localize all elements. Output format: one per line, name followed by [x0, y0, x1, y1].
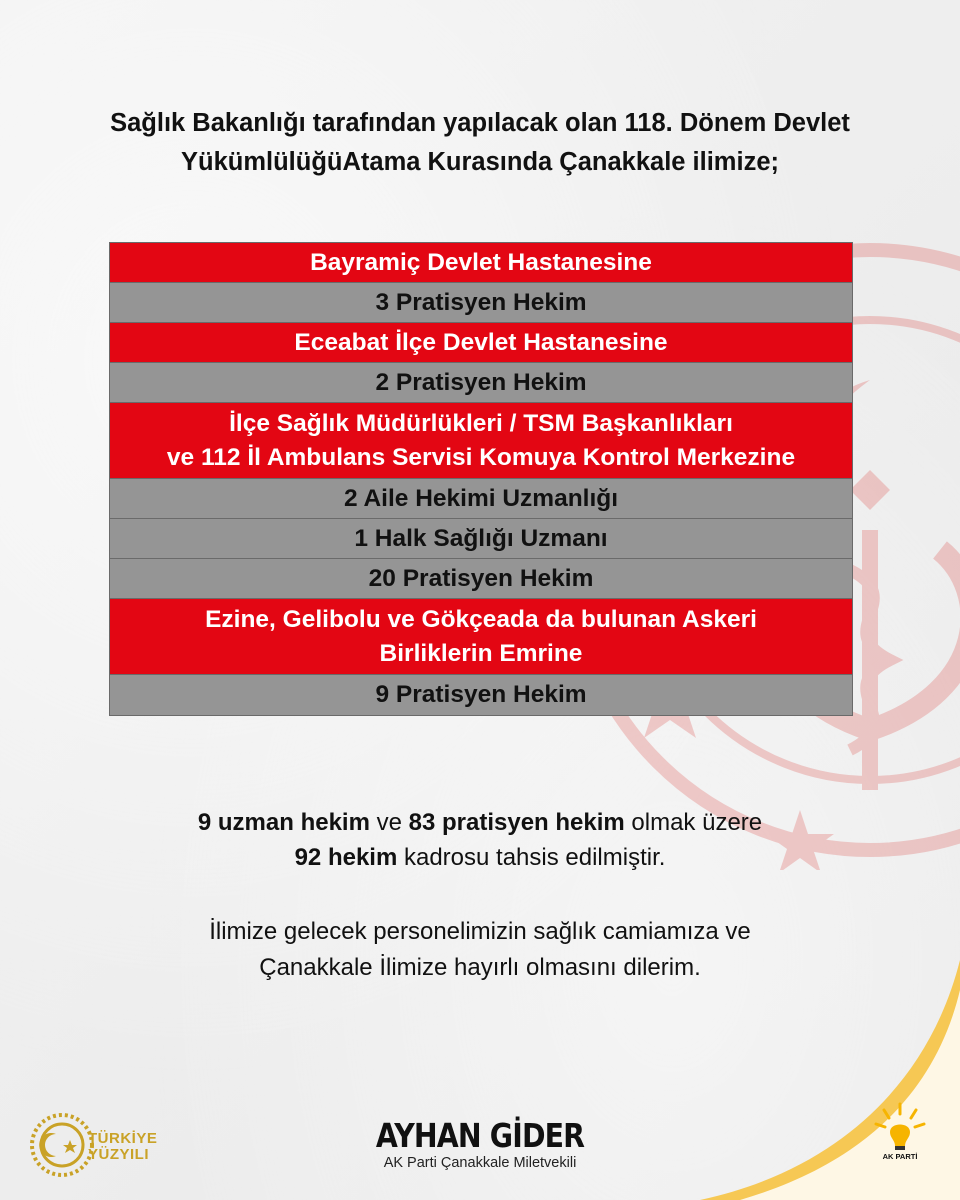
row-text: 2 Pratisyen Hekim: [375, 368, 587, 396]
signature-name: AYHAN GİDER: [375, 1116, 585, 1155]
table-row-hospital: [110, 599, 852, 675]
closing-line-2: Çanakkale İlimize hayırlı olmasını dilerim.: [259, 954, 701, 981]
row-text: 2 Aile Hekimi Uzmanlığı: [343, 484, 619, 512]
closing-text: [60, 914, 900, 986]
intro-text: [60, 104, 900, 182]
summary-text: [60, 805, 900, 875]
summary-bold-total: 92 hekim: [294, 844, 398, 871]
ty-line-2: YÜZYILI: [88, 1146, 150, 1163]
row-text: 3 Pratisyen Hekim: [375, 288, 587, 316]
ak-parti-logo-text: AK PARTİ: [882, 1152, 918, 1161]
signature: [330, 1118, 630, 1172]
row-text: 1 Halk Sağlığı Uzmanı: [354, 524, 608, 552]
summary-text-2: olmak üzere: [624, 809, 763, 836]
summary-text-3: kadrosu tahsis edilmiştir.: [397, 844, 666, 871]
table-row-hospital: [110, 243, 852, 283]
row-text-line-2: ve 112 İl Ambulans Servisi Komuya Kontrol Merkezine: [166, 443, 796, 471]
row-text-line-1: Ezine, Gelibolu ve Gökçeada da bulunan Askeri: [205, 605, 757, 633]
allocation-table: [109, 242, 853, 716]
row-text-line-1: İlçe Sağlık Müdürlükleri / TSM Başkanlıkları: [229, 409, 733, 437]
intro-line-2: YükümlülüğüAtama Kurasında Çanakkale ilimize;: [181, 148, 779, 176]
table-row-allocation: [110, 363, 852, 403]
summary-bold-specialists: 9 uzman hekim: [197, 809, 370, 836]
summary-bold-practitioners: 83 pratisyen hekim: [408, 809, 625, 836]
table-row-hospital: [110, 403, 852, 479]
summary-line-1: [60, 805, 900, 840]
row-text: 20 Pratisyen Hekim: [368, 564, 594, 592]
table-row-allocation: [110, 675, 852, 715]
turkiye-yuzyili-text: [88, 1131, 157, 1163]
intro-line-1: Sağlık Bakanlığı tarafından yapılacak olan 118. Dönem Devlet: [110, 109, 850, 137]
summary-text-1: ve: [369, 809, 409, 836]
signature-title: AK Parti Çanakkale Miletvekili: [383, 1155, 577, 1171]
table-row-allocation: [110, 283, 852, 323]
table-row-allocation: [110, 559, 852, 599]
closing-line-1: İlimize gelecek personelimizin sağlık camiamıza ve: [209, 918, 751, 945]
row-text-line-2: Birliklerin Emrine: [379, 639, 583, 667]
table-row-allocation: [110, 479, 852, 519]
table-row-hospital: [110, 323, 852, 363]
row-text: 9 Pratisyen Hekim: [375, 681, 587, 708]
row-text: Eceabat İlçe Devlet Hastanesine: [294, 328, 668, 356]
ty-line-1: TÜRKİYE: [88, 1130, 158, 1147]
table-row-allocation: [110, 519, 852, 559]
summary-line-2: [60, 840, 900, 875]
row-text: Bayramiç Devlet Hastanesine: [310, 248, 652, 276]
